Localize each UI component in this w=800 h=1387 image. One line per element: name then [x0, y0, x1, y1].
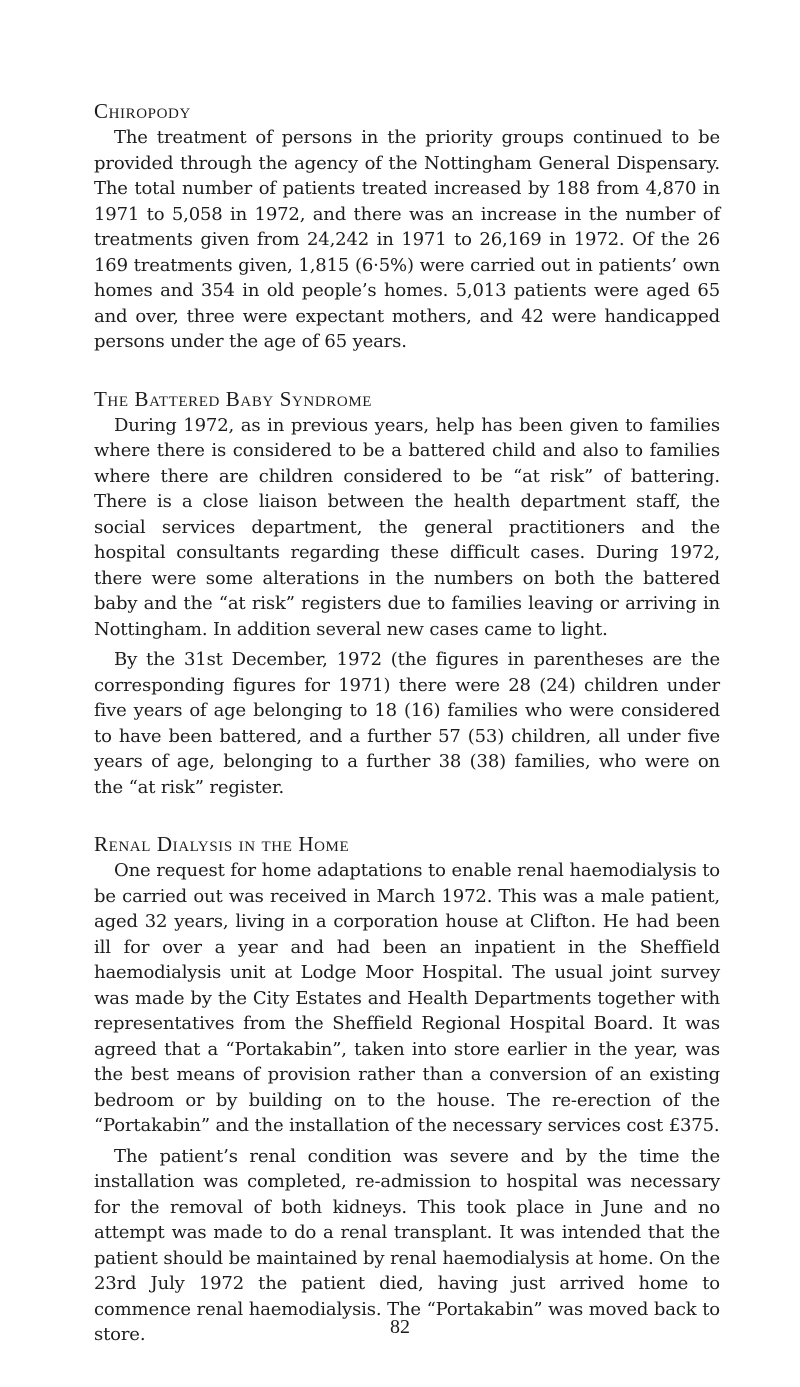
section-heading: Chiropody	[94, 99, 191, 123]
section-chiropody	[94, 97, 720, 355]
paragraph: During 1972, as in previous years, help has been given to families where there is considered to be a battered child and also to families where there are children considered to be “at risk” of battering. There is a close liaison between the health department staff, the social services department, the general practitioners and the hospital consultants regarding these difficult cases. During 1972, there were some alterations in the numbers on both the battered baby and the “at risk” registers due to families leaving or arriving in Nottingham. In addition several new cases came to light.	[94, 414, 720, 640]
paragraph: By the 31st December, 1972 (the figures in parentheses are the corresponding figures for 1971) there were 28 (24) children under five years of age belonging to 18 (16) families who were considered to have been battered, and a further 57 (53) children, all under five years of age, belonging to a further 38 (38) families, who were on the “at risk” register.	[94, 649, 720, 798]
paragraph: The treatment of persons in the priority groups continued to be provided through the agency of the Nottingham General Dispensary. The total number of patients treated increased by 188 from 4,870 in 1971 to 5,058 in 1972, and there was an increase in the number of treatments given from 24,242 in 1971 to 26,169 in 1972. Of the 26 169 treatments given, 1,815 (6·5%) were carried out in patients’ own homes and 354 in old people’s homes. 5,013 patients were aged 65 and over, three were expectant mothers, and 42 were handicapped persons under the age of 65 years.	[94, 127, 720, 352]
section-battered-baby-syndrome	[94, 385, 720, 801]
paragraph: One request for home adaptations to enable renal haemodialysis to be carried out was received in March 1972. This was a male patient, aged 32 years, living in a corporation house at Clifton. He had been ill for over a year and had been an inpatient in the Sheffield haemodialysis unit at Lodge Moor Hospital. The usual joint survey was made by the City Estates and Health Departments together with representatives from the Sheffield Regional Hospital Board. It was agreed that a “Portakabin”, taken into store earlier in the year, was the best means of provision rather than a conversion of an existing bedroom or by building on to the house. The re-erection of the “Portakabin” and the installation of the necessary services cost £375.	[94, 860, 720, 1136]
paragraph: The patient’s renal condition was severe and by the time the installation was completed, re-admission to hospital was necessary for the removal of both kidneys. This took place in June and no attempt was made to do a renal transplant. It was intended that the patient should be maintained by renal haemodialysis at home. On the 23rd July 1972 the patient died, having just arrived home to commence renal haemodialysis. The “Portakabin” was moved back to store.	[94, 1145, 720, 1345]
section-heading: Renal Dialysis in the Home	[94, 832, 350, 856]
section-renal-dialysis	[94, 830, 720, 1348]
page-number: 82	[390, 1316, 410, 1338]
page-body	[94, 97, 720, 1348]
section-heading: The Battered Baby Syndrome	[94, 386, 373, 411]
